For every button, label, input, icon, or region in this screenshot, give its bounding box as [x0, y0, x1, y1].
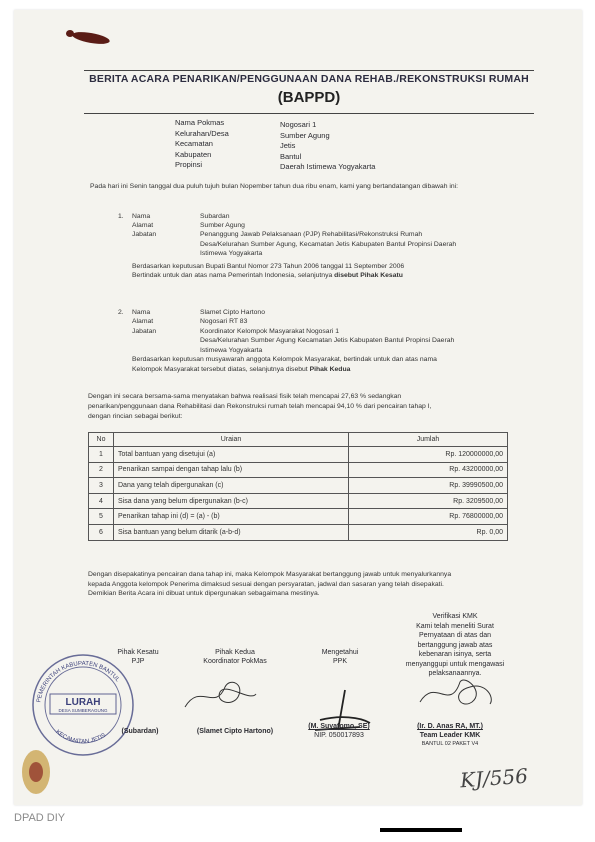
closing-line: Dengan disepakatinya pencairan dana tahap ini, maka Kelompok Masyarakat bertanggung jawab untuk menyalurkannya: [88, 571, 452, 578]
verification-line: bertanggung jawab atas: [417, 641, 493, 649]
label-nama: Nama: [132, 309, 151, 316]
svg-text:KECAMATAN JETIS: KECAMATAN JETIS: [54, 729, 108, 746]
party2-position: Istimewa Yogyakarta: [200, 346, 263, 354]
info-value: Sumber Agung: [280, 130, 330, 140]
signer-name: (M. Suyatomo, SE): [308, 723, 370, 730]
row-no: 5: [89, 509, 114, 525]
party2-address: Nogosari RT 83: [200, 318, 248, 326]
verification-block: [400, 612, 510, 679]
document-subtitle: (BAPPD): [277, 89, 341, 106]
info-value: Daerah Istimewa Yogyakarta: [280, 162, 376, 171]
info-labels: [175, 118, 229, 171]
row-amount: Rp. 39990500,00: [349, 478, 508, 494]
document-title: BERITA ACARA PENARIKAN/PENGGUNAAN DANA REHAB./REKONSTRUKSI RUMAH: [89, 73, 529, 85]
row-amount: Rp. 43200000,00: [349, 462, 508, 478]
signer-name: (Ir. D. Anas RA, MT.): [417, 723, 483, 730]
verification-line: kebenaran isinya, serta: [418, 651, 492, 658]
party1-values: [200, 212, 510, 258]
info-label: Kecamatan: [175, 139, 213, 148]
signer-nip: NIP. 050017893: [314, 732, 364, 739]
verification-line: Kami telah meneliti Surat: [416, 622, 494, 630]
signer-name: (Subardan): [121, 728, 159, 735]
table-header: Jumlah: [349, 433, 508, 447]
stamp-center-text: LURAH: [65, 697, 101, 708]
row-description: Dana yang telah dipergunakan (c): [114, 478, 349, 494]
party1-address: Sumber Agung: [200, 222, 245, 230]
signer-title: Team Leader KMK: [419, 732, 481, 739]
closing-line: kepada Anggota kelompok Penerima dimaksud sesuai dengan persyaratan, jadwal dan sasaran yang telah disepakati.: [88, 580, 444, 588]
info-value: Jetis: [280, 141, 296, 150]
label-jabatan: Jabatan: [132, 231, 157, 239]
party1-basis: [132, 262, 512, 281]
party1-position: Istimewa Yogyakarta: [200, 249, 263, 257]
row-description: Penarikan tahap ini (d) = (a) - (b): [114, 509, 349, 525]
signer-subrole: PPK: [332, 658, 347, 665]
info-label: Propinsi: [175, 160, 203, 169]
label-alamat: Alamat: [132, 318, 154, 326]
label-jabatan: Jabatan: [132, 327, 157, 335]
party2-number: 2.: [118, 309, 124, 316]
verification-line: pelaksanaannya.: [428, 670, 482, 677]
garuda-emblem-icon: [16, 742, 56, 802]
party1-name: Subardan: [200, 213, 230, 220]
signature-block: [400, 722, 500, 749]
party2-labels: [132, 308, 156, 336]
info-value: Bantul: [280, 151, 302, 161]
party2-basis-line: Berdasarkan keputusan musyawarah anggota Kelompok Masyarakat, bertindak untuk dan atas nama: [132, 356, 437, 363]
party1-labels: [132, 212, 156, 240]
row-amount: Rp. 120000000,00: [349, 447, 508, 463]
info-label: Kabupaten: [175, 149, 212, 159]
statement-line: Dengan ini secara bersama-sama menyatakan bahwa realisasi fisik telah mencapai 27,63 % sedangkan: [88, 393, 402, 400]
closing-line: Demikian Berita Acara ini dibuat untuk dipergunakan sebagaimana mestinya.: [88, 590, 320, 598]
label-alamat: Alamat: [132, 222, 154, 230]
row-description: Total bantuan yang disetujui (a): [114, 447, 349, 463]
signer-package: BANTUL 02 PAKET V4: [421, 741, 479, 747]
table-header: Uraian: [114, 433, 349, 447]
signer-role: Pihak Kesatu: [117, 649, 159, 656]
info-values: [280, 120, 375, 173]
ink-blot: [66, 30, 74, 37]
signer-subrole: Koordinator PokMas: [203, 658, 267, 665]
signature-header: [300, 648, 380, 666]
party2-position: Koordinator Kelompok Masyarakat Nogosari 1: [200, 327, 340, 335]
party1-number: 1.: [118, 213, 124, 220]
document-title-box: [84, 70, 534, 114]
party2-basis-bold: Pihak Kedua: [309, 365, 351, 373]
row-no: 4: [89, 493, 114, 509]
table-row: [89, 478, 508, 494]
row-description: Sisa bantuan yang belum ditarik (a-b-d): [114, 524, 349, 540]
party2-position: Desa/Kelurahan Sumber Agung Kecamatan Jetis Kabupaten Bantul Propinsi Daerah: [200, 337, 455, 345]
table-row: [89, 524, 508, 540]
row-amount: Rp. 76800000,00: [349, 509, 508, 525]
row-no: 1: [89, 447, 114, 463]
stamp-sub-text: DESA SUMBERAGUNG: [58, 708, 108, 713]
table-row: [89, 447, 508, 463]
party1-position: Penanggung Jawab Pelaksanaan (PJP) Rehabilitasi/Rekonstruksi Rumah: [200, 231, 423, 239]
bottom-bar: [380, 828, 462, 832]
party1-position: Desa/Kelurahan Sumber Agung, Kecamatan Jetis Kabupaten Bantul Propinsi Daerah: [200, 240, 457, 248]
row-no: 3: [89, 478, 114, 494]
signature-scribble: [410, 672, 500, 717]
info-label: Kelurahan/Desa: [175, 128, 229, 138]
intro-paragraph: Pada hari ini Senin tanggal dua puluh tujuh bulan Nopember tahun dua ribu enam, kami yang bertandatangan dibawah ini:: [90, 183, 459, 190]
statement-line: penarikan/penggunaan dana Rehabilitasi dan Rekonstruksi rumah telah mencapai 94,10 % dari pencairan tahap I,: [88, 403, 432, 410]
label-nama: Nama: [132, 213, 151, 220]
statement-line: dengan rincian sebagai berikut:: [88, 413, 183, 420]
table-row: [89, 509, 508, 525]
row-amount: Rp. 0,00: [349, 524, 508, 540]
signature-header: [190, 648, 280, 666]
party1-acting: [132, 271, 512, 280]
signature-block: [296, 722, 382, 740]
signer-name: (Slamet Cipto Hartono): [196, 728, 274, 735]
source-watermark: DPAD DIY: [14, 812, 66, 824]
party1-decree: Berdasarkan keputusan Bupati Bantul Nomor 273 Tahun 2006 tanggal 11 September 2006: [132, 263, 405, 270]
verification-line: menyanggupi untuk mengawasi: [405, 660, 505, 668]
row-description: Sisa dana yang belum dipergunakan (b-c): [114, 493, 349, 509]
party2-basis-line: [132, 365, 512, 375]
funds-table: [88, 432, 508, 541]
signer-subrole: PJP: [131, 658, 145, 665]
signer-role: Mengetahui: [321, 649, 359, 656]
party1-acting-bold: disebut Pihak Kesatu: [334, 272, 403, 280]
svg-text:PEMERINTAH KABUPATEN BANTUL: PEMERINTAH KABUPATEN BANTUL: [36, 661, 121, 703]
table-header: No: [89, 433, 114, 447]
party2-values: [200, 308, 510, 355]
party2-basis: [132, 355, 512, 374]
verification-line: Pernyataan di atas dan: [419, 632, 491, 639]
info-value: Nogosari 1: [280, 120, 317, 129]
party1-acting-text: Bertindak untuk dan atas nama Pemerintah Indonesia, selanjutnya: [132, 272, 333, 280]
row-no: 2: [89, 462, 114, 478]
verification-title: Verifikasi KMK: [432, 613, 478, 620]
table-row: [89, 493, 508, 509]
party2-basis-text: Kelompok Masyarakat tersebut diatas, selanjutnya disebut: [132, 365, 308, 373]
handwritten-note: KJ/556: [459, 763, 529, 793]
row-description: Penarikan sampai dengan tahap lalu (b): [114, 462, 349, 478]
table-header-row: [89, 433, 508, 447]
closing-paragraph: [88, 570, 518, 599]
statement-paragraph: [88, 392, 518, 422]
info-label: Nama Pokmas: [175, 118, 225, 127]
party2-name: Slamet Cipto Hartono: [200, 309, 265, 316]
signer-role: Pihak Kedua: [215, 649, 255, 656]
row-no: 6: [89, 524, 114, 540]
row-amount: Rp. 3209500,00: [349, 493, 508, 509]
table-row: [89, 462, 508, 478]
signature-scribble: [180, 672, 260, 717]
